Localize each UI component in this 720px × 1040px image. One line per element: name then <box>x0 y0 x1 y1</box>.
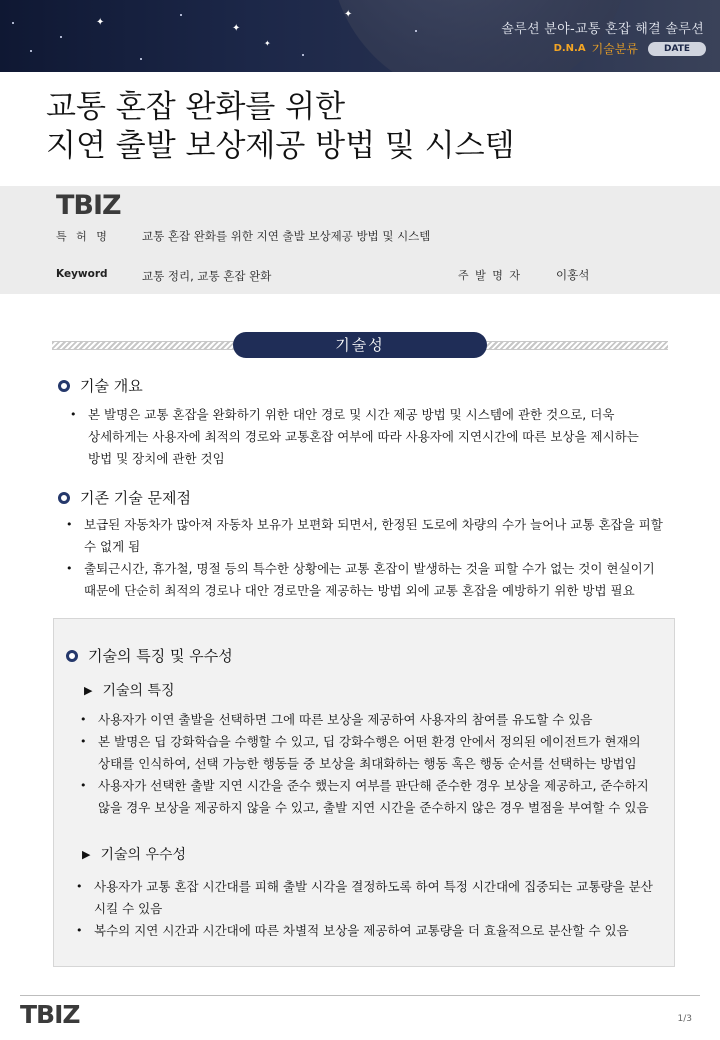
star-dot <box>30 50 32 52</box>
bullet-dot-icon: • <box>80 713 87 726</box>
list-item: • 보급된 자동차가 많아져 자동차 보유가 보편화 되면서, 한정된 도로에 차량의 수가 늘어나 교통 혼잡을 피할 수 없게 됨 <box>84 514 676 558</box>
features-heading <box>66 645 233 666</box>
date-badge: DATE <box>648 42 706 56</box>
banner-classification <box>554 40 706 57</box>
triangle-right-icon: ▶ <box>84 683 93 697</box>
list-item: • 사용자가 이연 출발을 선택하면 그에 따른 보상을 제공하여 사용자의 참여를 유도할 수 있음 <box>98 709 670 731</box>
bullet-dot-icon: • <box>66 562 73 575</box>
star-dot <box>140 58 142 60</box>
star-icon: ✦ <box>264 39 271 48</box>
bullet-dot-icon: • <box>76 880 83 893</box>
problems-heading-text: 기존 기술 문제점 <box>80 489 191 507</box>
rope-divider-left <box>52 341 236 350</box>
features-heading-text: 기술의 특징 및 우수성 <box>88 647 233 665</box>
keyword-value: 교통 정리, 교통 혼잡 완화 <box>142 269 272 283</box>
inventor-value: 이홍석 <box>556 268 590 282</box>
star-dot <box>415 30 417 32</box>
ring-bullet-icon <box>58 492 70 504</box>
patent-name-label: 특 허 명 <box>56 230 107 243</box>
overview-heading <box>58 375 143 396</box>
footer-logo: TBIZ <box>20 1000 80 1029</box>
patent-name-value: 교통 혼잡 완화를 위한 지연 출발 보상제공 방법 및 시스템 <box>142 229 431 243</box>
keyword-label: Keyword <box>56 268 108 280</box>
list-item: • 본 발명은 딥 강화학습을 수행할 수 있고, 딥 강화수행은 어떤 환경 안에서 정의된 에이전트가 현재의 상태를 인식하여, 선택 가능한 행동들 중 보상을 최대화하는 행동 혹은 행동 순서를 선택하는 방법임 <box>98 731 670 775</box>
triangle-right-icon: ▶ <box>82 847 91 861</box>
bullet-dot-icon: • <box>80 779 87 792</box>
star-icon: ✦ <box>232 23 241 34</box>
ring-bullet-icon <box>58 380 70 392</box>
advantage-subheading: ▶ 기술의 우수성 <box>82 847 187 863</box>
section-title-pill: 기술성 <box>233 332 487 358</box>
feature-subheading: ▶ 기술의 특징 <box>84 683 175 699</box>
footer-divider <box>20 995 700 996</box>
bullet-dot-icon: • <box>80 735 87 748</box>
rope-divider-right <box>484 341 668 350</box>
inventor-label: 주 발 명 자 <box>458 269 520 282</box>
banner-title: 솔루션 분야-교통 혼잡 해결 솔루션 <box>501 22 704 37</box>
classification-label: 기술분류 <box>591 42 638 56</box>
list-item: • 출퇴근시간, 휴가철, 명절 등의 특수한 상황에는 교통 혼잡이 발생하는 것을 피할 수가 없는 것이 현실이기 때문에 단순히 최적의 경로나 대안 경로만을 제공하는 방법 외에 교통 혼잡을 예방하기 위한 방법 필요 <box>84 558 676 602</box>
tbiz-logo: TBIZ <box>56 190 121 221</box>
list-item: • 사용자가 교통 혼잡 시간대를 피해 출발 시각을 결정하도록 하여 특정 시간대에 집중되는 교통량을 분산 시킬 수 있음 <box>94 876 670 920</box>
list-item: • 복수의 지연 시간과 시간대에 따른 차별적 보상을 제공하여 교통량을 더 효율적으로 분산할 수 있음 <box>94 920 670 942</box>
bullet-dot-icon: • <box>70 408 77 421</box>
dna-label: D.N.A <box>553 43 586 54</box>
bullet-dot-icon: • <box>76 924 83 937</box>
problems-heading <box>58 487 191 508</box>
title-line-2: 지연 출발 보상제공 방법 및 시스템 <box>46 128 515 164</box>
star-dot <box>12 22 14 24</box>
list-item: • 본 발명은 교통 혼잡을 완화하기 위한 대안 경로 및 시간 제공 방법 및 시스템에 관한 것으로, 더욱 상세하게는 사용자에 최적의 경로와 교통혼잡 여부에 따라 사용자에 지연시간에 따른 보상을 제시하는 방법 및 장치에 관한 것임 <box>88 404 676 470</box>
bullet-dot-icon: • <box>66 518 73 531</box>
list-item: • 사용자가 선택한 출발 지연 시간을 준수 했는지 여부를 판단해 준수한 경우 보상을 제공하고, 준수하지 않을 경우 보상을 제공하지 않을 수 있고, 출발 지연 시간을 준수하지 않은 경우 벌점을 부여할 수 있음 <box>98 775 670 819</box>
ring-bullet-icon <box>66 650 78 662</box>
overview-heading-text: 기술 개요 <box>80 377 143 395</box>
title-line-1: 교통 혼잡 완화를 위한 <box>46 89 346 125</box>
star-icon: ✦ <box>344 9 353 20</box>
star-icon: ✦ <box>96 17 105 28</box>
star-dot <box>60 36 62 38</box>
page-title <box>46 88 515 166</box>
star-dot <box>180 14 182 16</box>
star-dot <box>302 54 304 56</box>
header-banner <box>0 0 720 72</box>
page-number: 1/3 <box>677 1014 692 1024</box>
